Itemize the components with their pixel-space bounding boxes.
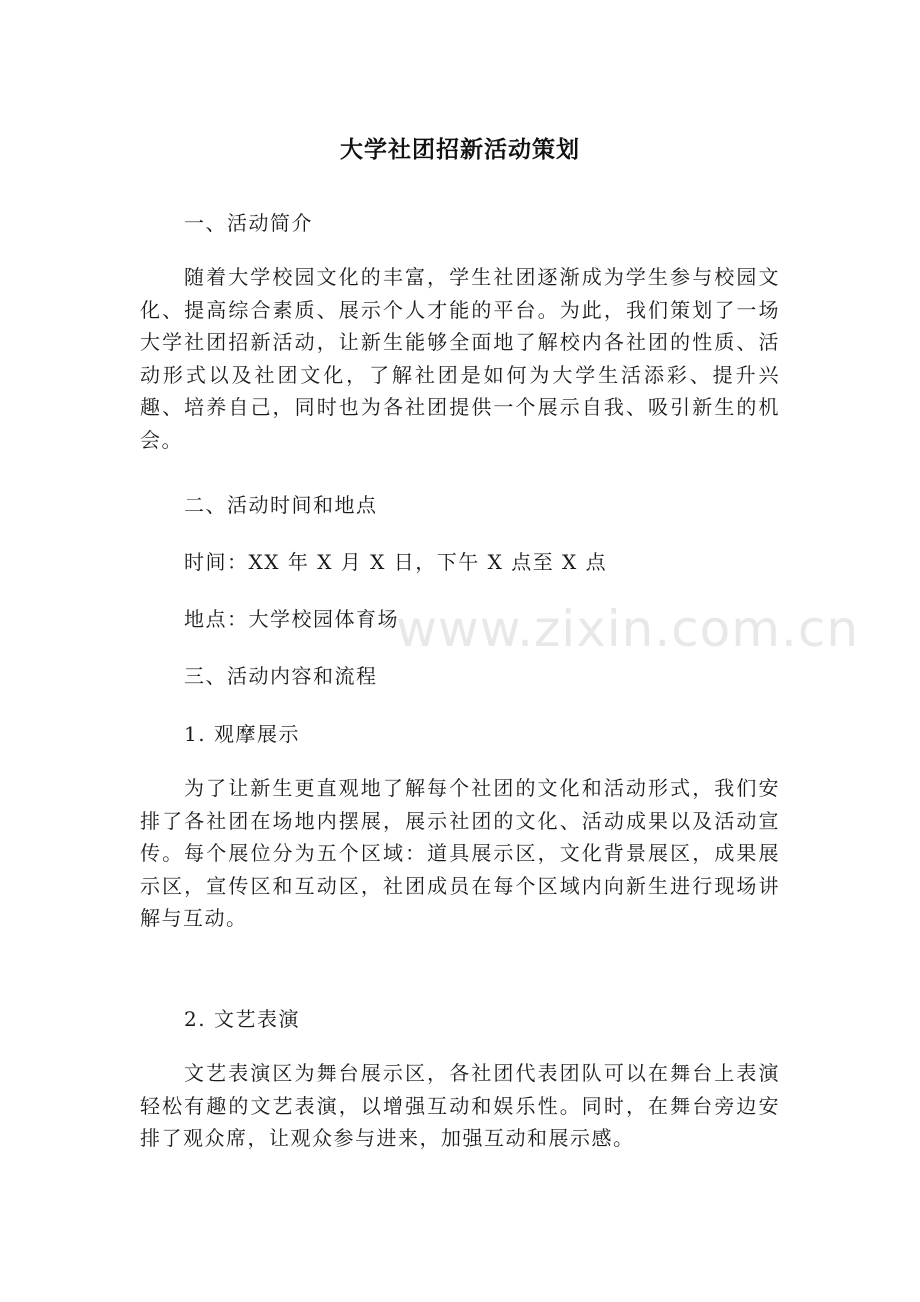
section-heading-intro: 一、活动简介 [184,211,313,235]
place-line: 地点：大学校园体育场 [184,607,399,631]
document-title: 大学社团招新活动策划 [340,137,580,163]
paragraph-intro: 随着大学校园文化的丰富，学生社团逐渐成为学生参与校园文化、提高综合素质、展示个人才能的平台。为此，我们策划了一场大学社团招新活动，让新生能够全面地了解校内各社团的性质、活动形式以及社团文化，了解社团是如何为大学生活添彩、提升兴趣、培养自己，同时也为各社团提供一个展示自我、吸引新生的机会。 [140,265,780,452]
paragraph-exhibition: 为了让新生更直观地了解每个社团的文化和活动形式，我们安排了各社团在场地内摆展，展示社团的文化、活动成果以及活动宣传。每个展位分为五个区域：道具展示区，文化背景展区，成果展示区，宣传区和互动区，社团成员在每个区域内向新生进行现场讲解与互动。 [140,776,780,930]
watermark: www.zixin.com.cn [396,600,860,658]
item-heading-exhibition: 1. 观摩展示 [184,722,300,746]
time-line: 时间：XX 年 X 月 X 日，下午 X 点至 X 点 [184,550,608,574]
section-heading-content: 三、活动内容和流程 [184,664,378,688]
section-heading-time-place: 二、活动时间和地点 [184,493,378,517]
paragraph-performance: 文艺表演区为舞台展示区，各社团代表团队可以在舞台上表演轻松有趣的文艺表演，以增强互动和娱乐性。同时，在舞台旁边安排了观众席，让观众参与进来，加强互动和展示感。 [140,1061,780,1150]
item-heading-performance: 2. 文艺表演 [184,1007,300,1031]
